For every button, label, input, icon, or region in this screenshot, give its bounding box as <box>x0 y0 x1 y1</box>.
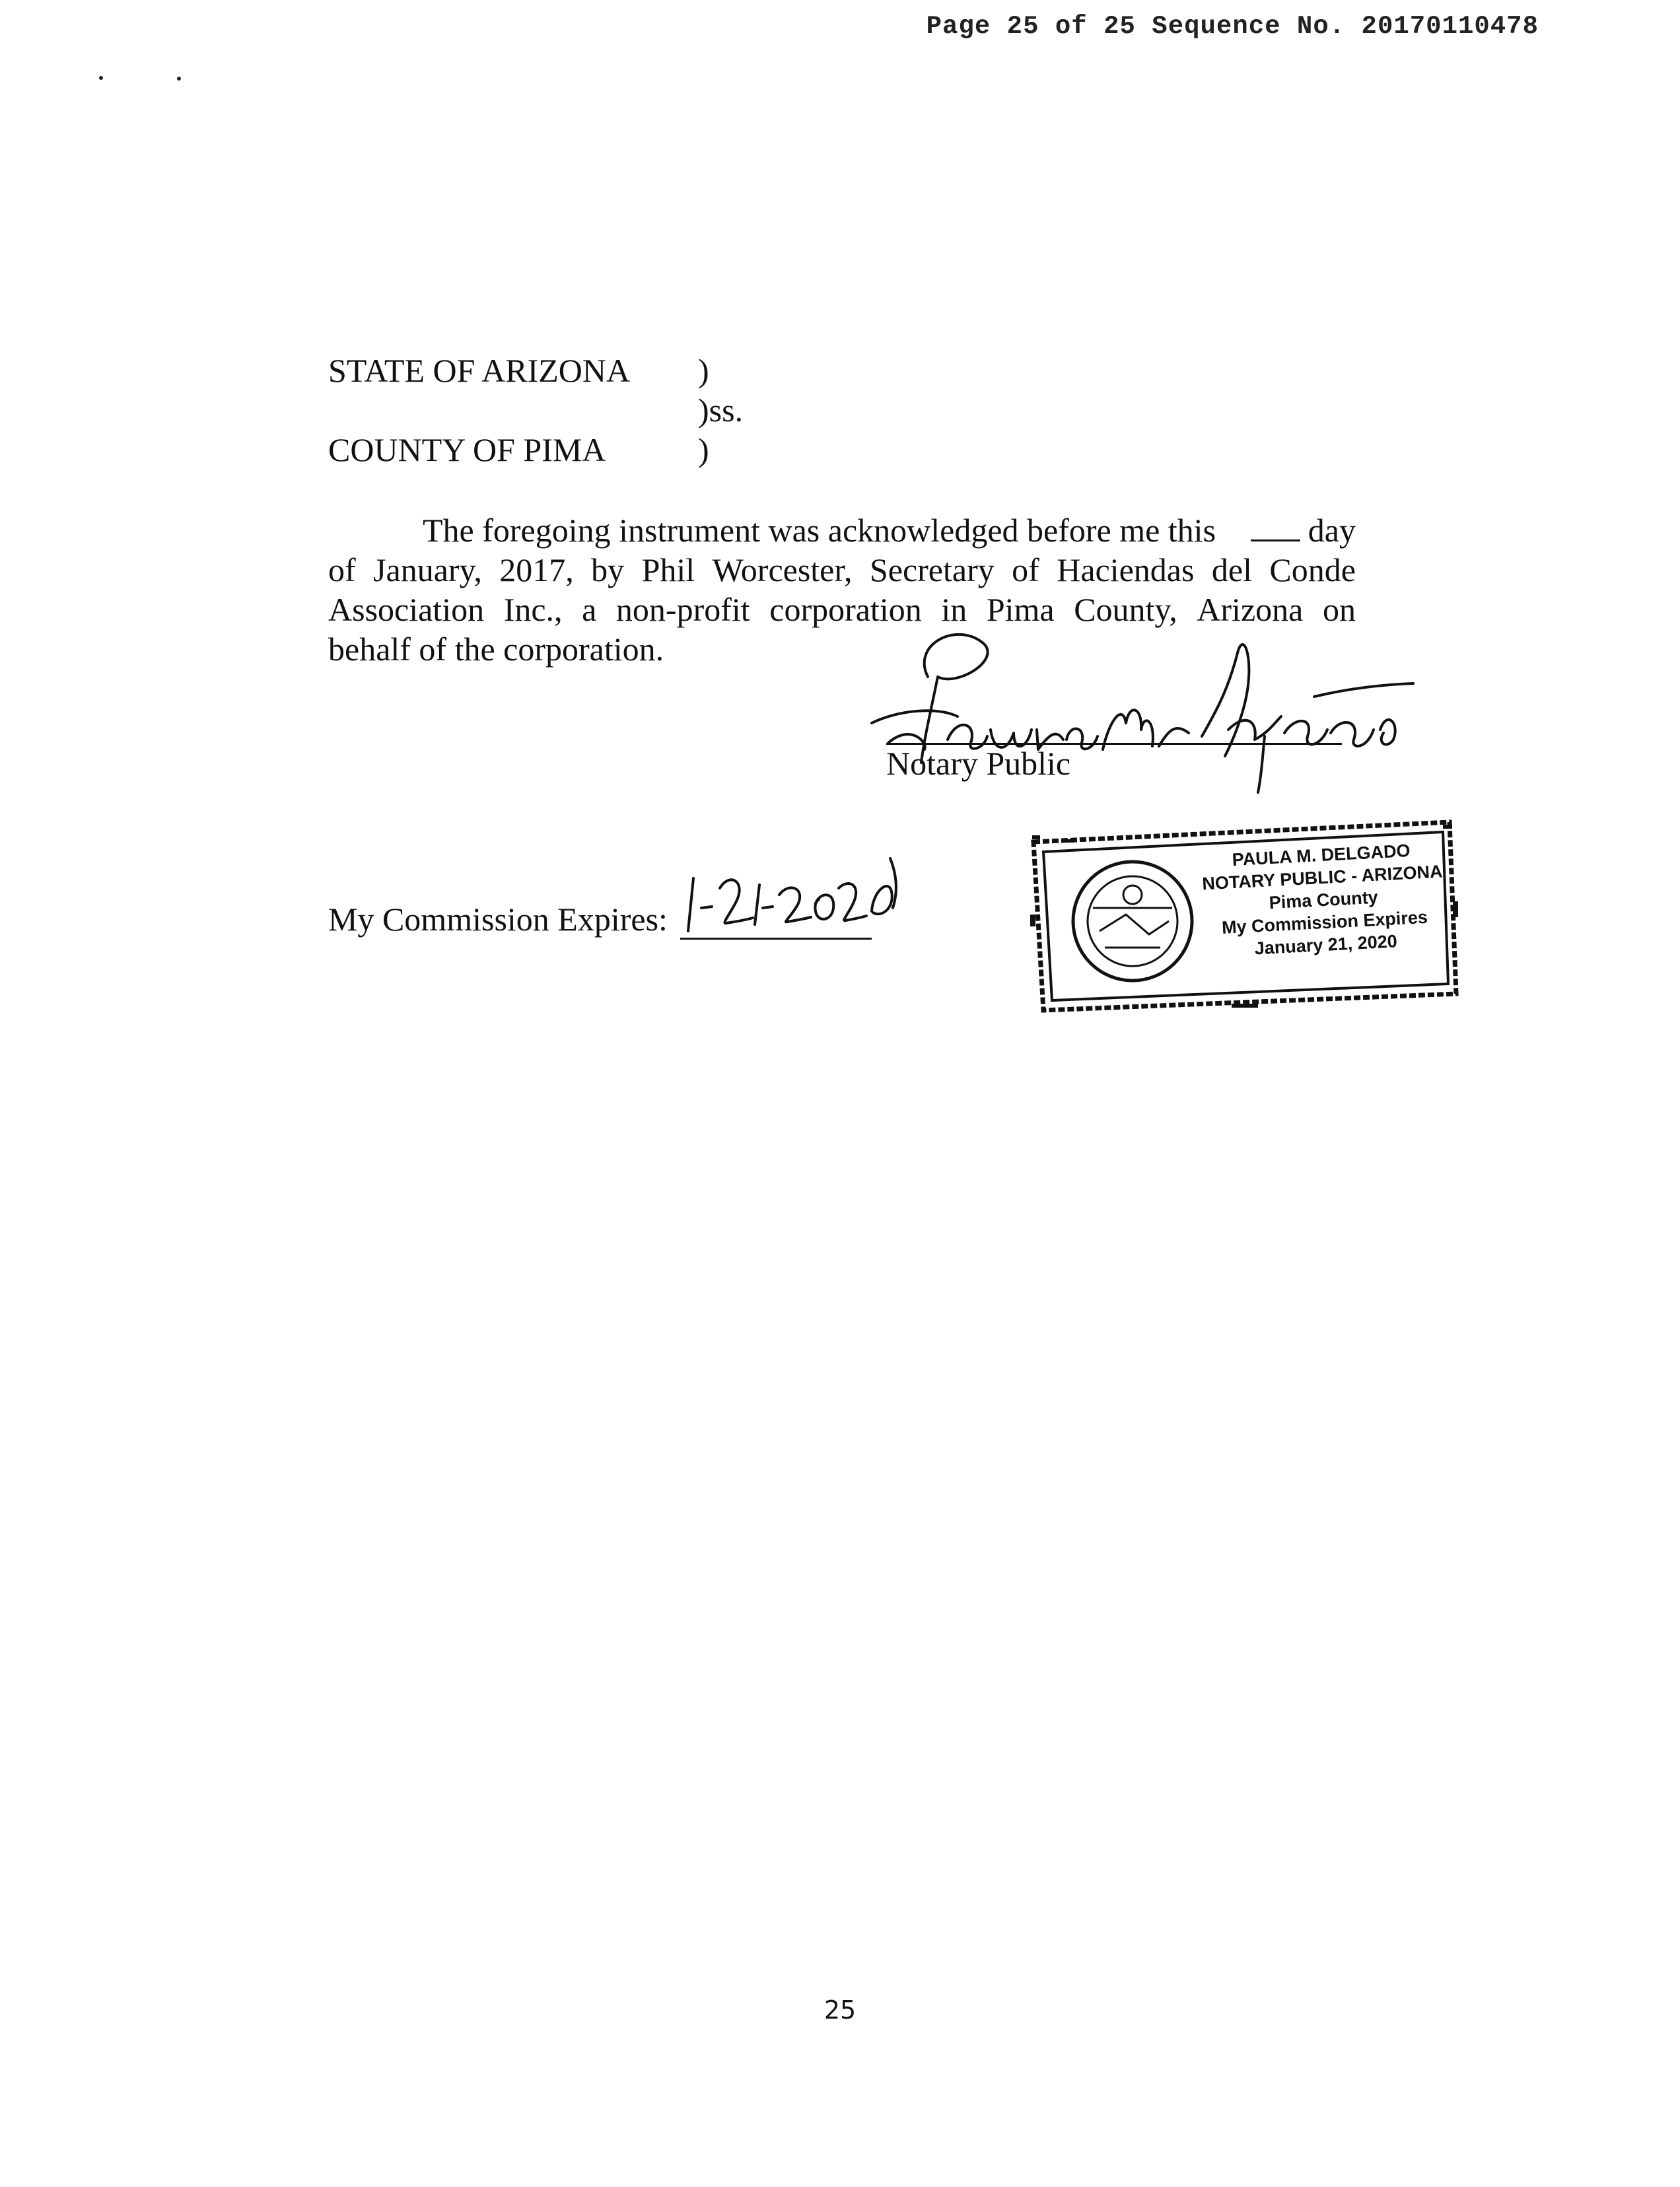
state-paren: ) <box>698 352 709 389</box>
county-paren: ) <box>698 431 709 468</box>
acknowledgment-line <box>328 510 1356 550</box>
scan-speck <box>177 77 181 81</box>
page-sequence-header: Page 25 of 25 Sequence No. 20170110478 <box>926 12 1539 41</box>
stamp-county: Pima County <box>1269 887 1379 913</box>
acknowledgment-text: day <box>1308 512 1356 549</box>
stamp-notary-name: PAULA M. DELGADO <box>1232 840 1411 870</box>
acknowledgment-word: Inc., <box>503 591 563 628</box>
acknowledgment-line <box>328 550 1356 590</box>
acknowledgment-word: 2017, <box>499 551 574 588</box>
acknowledgment-text: The foregoing instrument was acknowledged before me this <box>423 512 1216 549</box>
acknowledgment-word: by <box>591 551 625 588</box>
acknowledgment-word: Arizona <box>1197 591 1304 628</box>
acknowledgment-text: behalf of the corporation. <box>328 631 664 668</box>
acknowledgment-word: a <box>582 591 597 628</box>
page-number: 25 <box>823 1996 857 2025</box>
acknowledgment-word: of <box>1012 551 1039 588</box>
state-label: STATE OF ARIZONA <box>328 352 631 389</box>
acknowledgment-word: in <box>941 591 967 628</box>
acknowledgment-word: non-profit <box>615 591 750 628</box>
acknowledgment-word: Worcester, <box>712 551 853 588</box>
acknowledgment-word: Secretary <box>869 551 995 588</box>
acknowledgment-word: Phil <box>641 551 695 588</box>
county-label: COUNTY OF PIMA <box>328 431 606 468</box>
ss-paren: )ss. <box>698 392 744 429</box>
scan-speck <box>99 76 103 80</box>
acknowledgment-word: del <box>1211 551 1252 588</box>
acknowledgment-word: corporation <box>769 591 922 628</box>
acknowledgment-word: of <box>328 551 356 588</box>
acknowledgment-line <box>328 590 1356 629</box>
acknowledgment-word: Haciendas <box>1057 551 1195 588</box>
stamp-expires-label: My Commission Expires <box>1221 907 1428 938</box>
stamp-expires-date: January 21, 2020 <box>1254 931 1398 959</box>
acknowledgment-word: on <box>1322 591 1356 628</box>
handwritten-expiration-date <box>680 852 898 944</box>
stamp-text-block <box>1195 837 1452 963</box>
commission-expires-label: My Commission Expires: <box>328 901 668 938</box>
acknowledgment-word: Pima <box>986 591 1055 628</box>
acknowledgment-word: County, <box>1074 591 1177 628</box>
acknowledgment-word: Conde <box>1269 551 1356 588</box>
stamp-notary-title: NOTARY PUBLIC - ARIZONA <box>1201 861 1444 894</box>
day-blank <box>1251 510 1300 541</box>
notary-public-label: Notary Public <box>886 745 1071 782</box>
acknowledgment-word: Association <box>328 591 485 628</box>
acknowledgment-word: January, <box>373 551 482 588</box>
